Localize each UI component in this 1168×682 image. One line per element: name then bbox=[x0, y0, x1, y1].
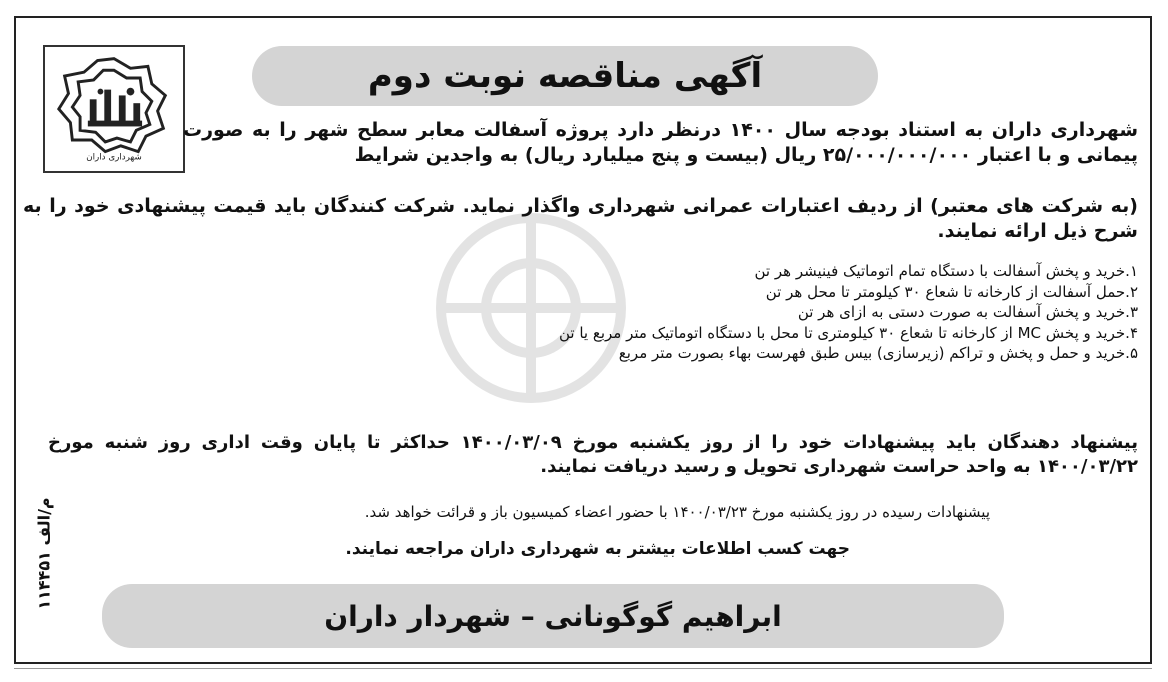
municipality-logo-icon bbox=[45, 47, 183, 171]
bottom-divider bbox=[14, 668, 1152, 669]
list-item: ۴.خرید و پخش MC از کارخانه تا شعاع ۳۰ کیلومتری تا محل با دستگاه اتوماتیک متر مربع یا تن bbox=[558, 323, 1138, 342]
list-item: ۳.خرید و پخش آسفالت به صورت دستی به ازای هر تن bbox=[797, 303, 1138, 321]
intro-continuation: (به شرکت های معتبر) از ردیف اعتبارات عمرانی شهرداری واگذار نماید. شرکت کنندگان باید قیمت پیشنهادی خود را به شرح ذیل ارائه نمایند. bbox=[23, 195, 1138, 242]
logo-box bbox=[43, 45, 185, 173]
logo-caption: شهرداری داران bbox=[86, 152, 142, 163]
notice-frame bbox=[14, 16, 1152, 664]
signature: ابراهیم گوگونانی – شهردار داران bbox=[102, 584, 1004, 648]
deadline-paragraph: پیشنهاد دهندگان باید پیشنهادات خود را از روز یکشنبه مورخ ۱۴۰۰/۰۳/۰۹ حداکثر تا پایان وقت اداری روز شنبه مورخ ۱۴۰۰/۰۳/۲۲ به واحد حراست شهرداری تحویل و رسید دریافت نمایند. bbox=[48, 432, 1138, 477]
side-code-text: م/الف ۱۱۴۴۵۱ bbox=[34, 496, 54, 610]
list-item: ۵.خرید و حمل و پخش و تراکم (زیرسازی) بیس طبق فهرست بهاء بصورت متر مربع bbox=[618, 344, 1138, 362]
opening-paragraph: پیشنهادات رسیده در روز یکشنبه مورخ ۱۴۰۰/۰۳/۲۳ با حضور اعضاء کمیسیون باز و قرائت خواهد شد. bbox=[364, 503, 990, 521]
info-paragraph: جهت کسب اطلاعات بیشتر به شهرداری داران مراجعه نمایند. bbox=[345, 539, 850, 559]
list-item: ۱.خرید و پخش آسفالت با دستگاه تمام اتوماتیک فینیشر هر تن bbox=[754, 262, 1138, 280]
intro-paragraph: شهرداری داران به استناد بودجه سال ۱۴۰۰ درنظر دارد پروژه آسفالت معابر سطح شهر را به صورت پیمانی و با اعتبار ۲۵/۰۰۰/۰۰۰/۰۰۰ ریال (بیست و پنج میلیارد ریال) به واجدین شرایط bbox=[183, 119, 1139, 166]
items-list bbox=[338, 261, 1138, 364]
list-item: ۲.حمل آسفالت از کارخانه تا شعاع ۳۰ کیلومتر تا محل هر تن bbox=[765, 282, 1138, 301]
notice-title: آگهی مناقصه نوبت دوم bbox=[252, 46, 878, 106]
side-code bbox=[32, 468, 56, 638]
